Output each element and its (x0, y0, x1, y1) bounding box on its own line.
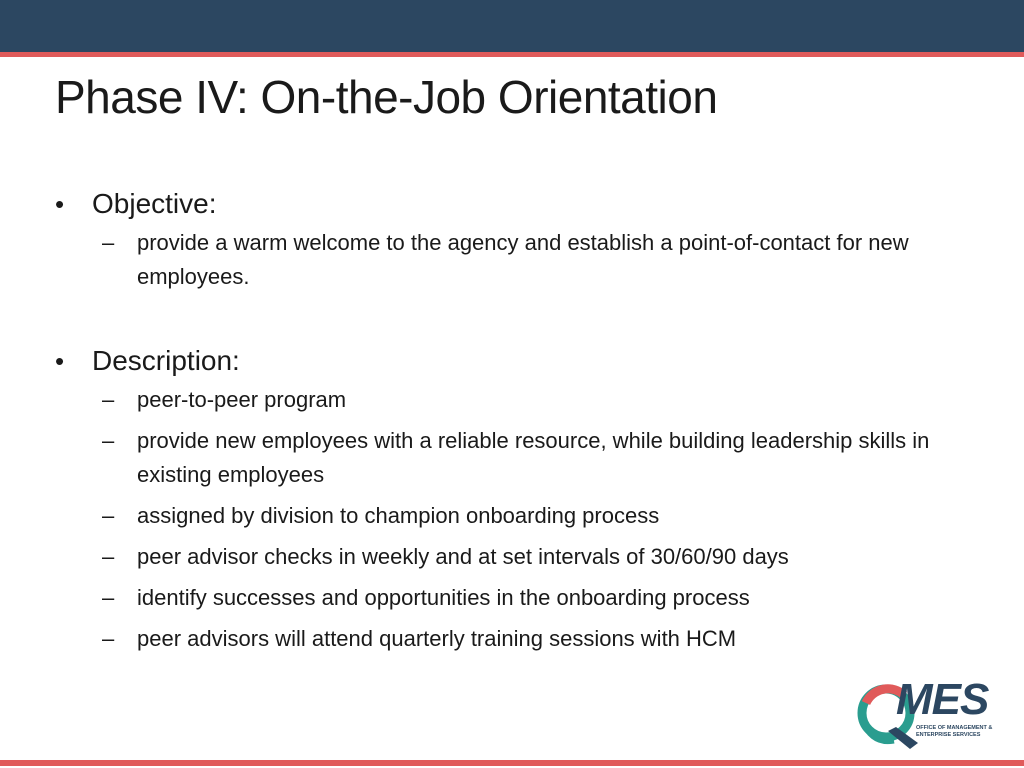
list-item: – peer advisor checks in weekly and at set intervals of 30/60/90 days (55, 540, 935, 574)
bullet-glyph: • (55, 346, 65, 376)
bullet-glyph: • (55, 189, 65, 219)
logo-wordmark: MES (896, 675, 989, 724)
dash-glyph: – (102, 585, 115, 610)
section-description (55, 343, 935, 656)
dash-glyph: – (102, 544, 115, 569)
dash-glyph: – (102, 503, 115, 528)
slide-body (55, 186, 935, 663)
section-heading: Description: (92, 345, 240, 376)
logo-subtitle: OFFICE OF MANAGEMENT & ENTERPRISE SERVICES (916, 725, 993, 738)
dash-glyph: – (102, 428, 115, 453)
list-item: – provide new employees with a reliable resource, while building leadership skills in existing employees (55, 424, 935, 492)
list-item: – peer-to-peer program (55, 383, 935, 417)
header-accent-stripe (0, 52, 1024, 57)
section-heading: Objective: (92, 188, 217, 219)
dash-glyph: – (102, 626, 115, 651)
list-item: – identify successes and opportunities in the onboarding process (55, 581, 935, 615)
footer-accent-stripe (0, 760, 1024, 766)
list-item: – assigned by division to champion onboarding process (55, 499, 935, 533)
dash-glyph: – (102, 230, 115, 255)
slide-title: Phase IV: On-the-Job Orientation (55, 71, 718, 123)
list-item: – provide a warm welcome to the agency and establish a point-of-contact for new employees. (55, 226, 935, 294)
list-item: – peer advisors will attend quarterly training sessions with HCM (55, 622, 935, 656)
dash-glyph: – (102, 387, 115, 412)
section-objective (55, 186, 935, 294)
omes-logo (854, 675, 1004, 751)
header-bar (0, 0, 1024, 52)
